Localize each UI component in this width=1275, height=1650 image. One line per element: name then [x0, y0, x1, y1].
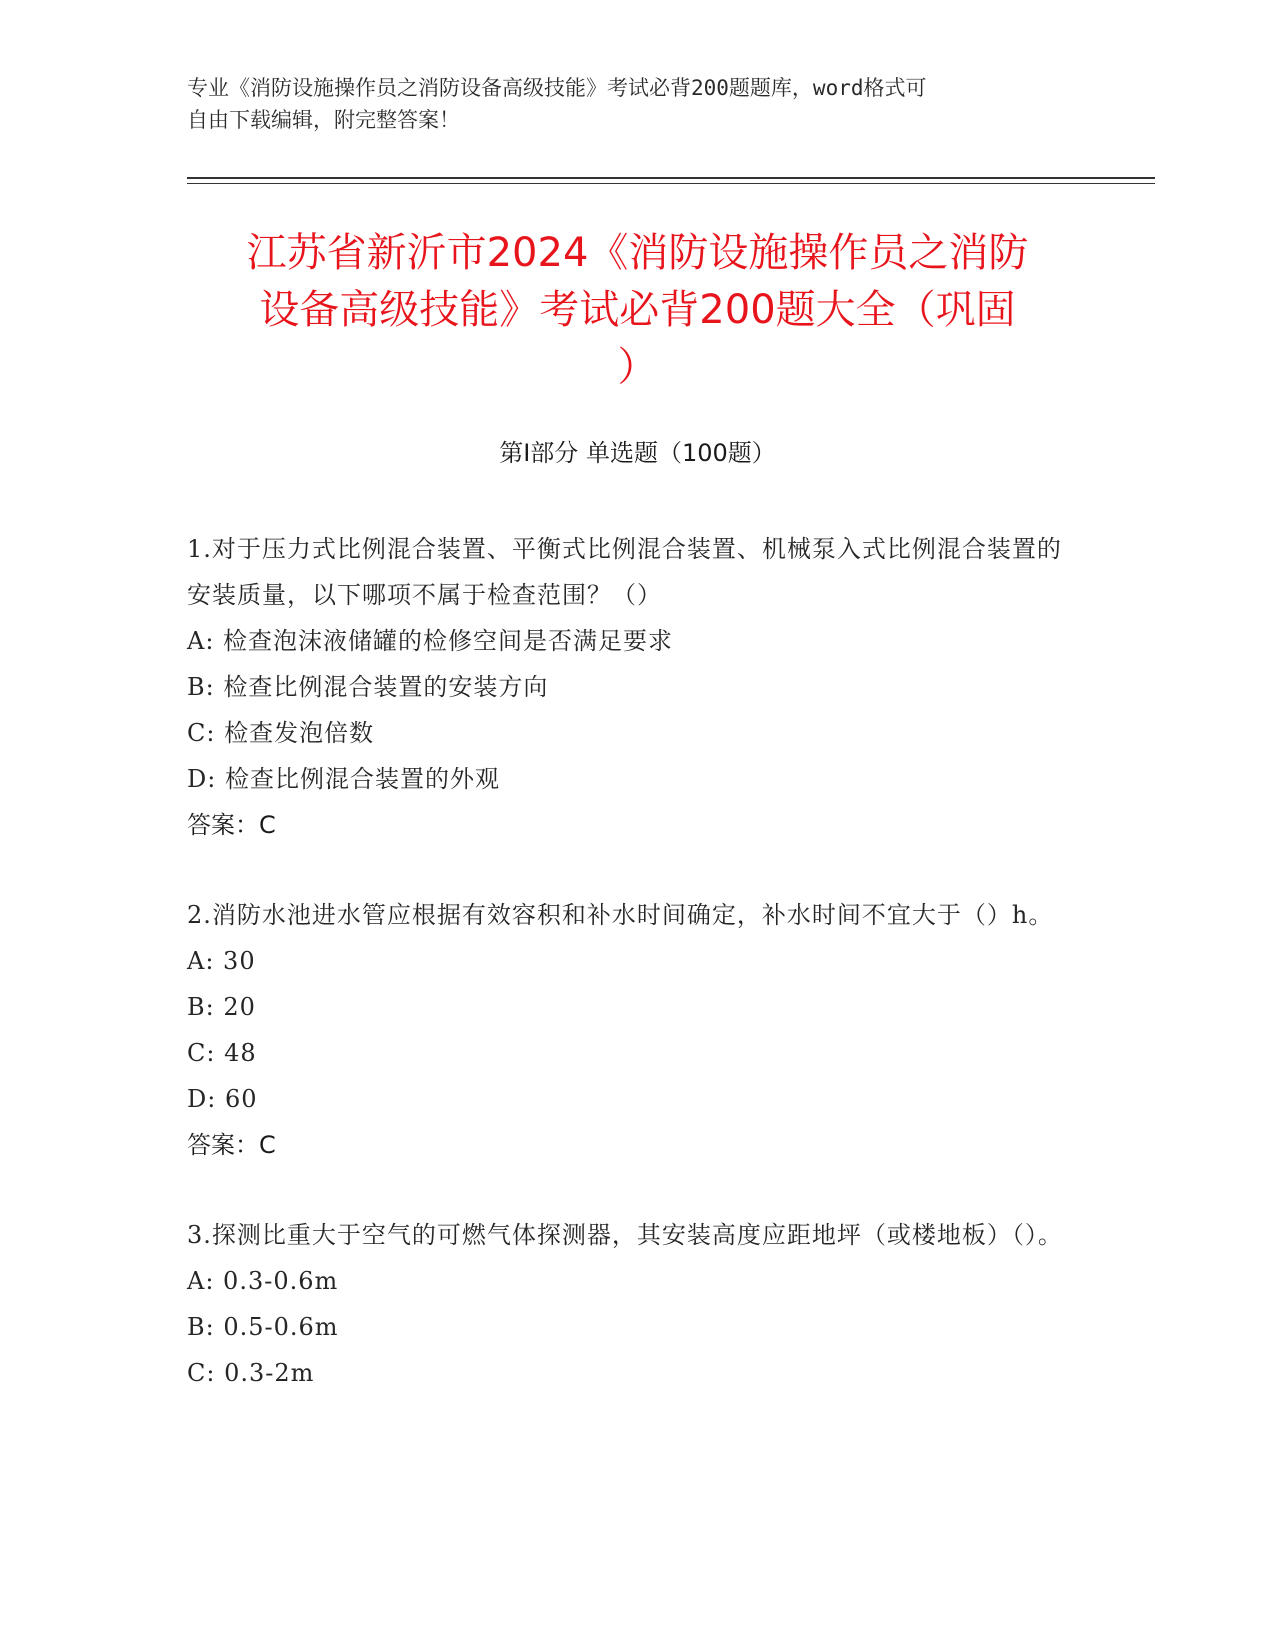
option-b: B: 0.5-0.6m — [187, 1313, 339, 1341]
option-c: C: 0.3-2m — [187, 1359, 315, 1387]
header-note — [187, 72, 1067, 136]
option-a: A: 检查泡沫液储罐的检修空间是否满足要求 — [187, 627, 674, 655]
header-note-line-1: 专业《消防设施操作员之消防设备高级技能》考试必背200题题库，word格式可 — [187, 76, 927, 100]
question-stem: 2.消防水池进水管应根据有效容积和补水时间确定，补水时间不宜大于（）h。 — [187, 901, 1054, 929]
question-3 — [187, 1212, 1067, 1396]
header-divider-thick — [187, 177, 1155, 179]
answer-text: 答案：C — [187, 1131, 276, 1159]
question-stem: 3.探测比重大于空气的可燃气体探测器，其安装高度应距地坪（或楼地板）（）。 — [187, 1221, 1063, 1249]
option-d: D: 检查比例混合装置的外观 — [187, 765, 500, 793]
answer-text: 答案：C — [187, 811, 276, 839]
option-b: B: 检查比例混合装置的安装方向 — [187, 673, 549, 701]
option-a: A: 0.3-0.6m — [187, 1267, 339, 1295]
option-c: C: 48 — [187, 1039, 257, 1067]
option-b: B: 20 — [187, 993, 256, 1021]
header-divider-thin — [187, 183, 1155, 184]
document-title — [180, 225, 1095, 396]
section-heading: 第Ⅰ部分 单选题（100题） — [499, 439, 776, 467]
document-title-line-2: 设备高级技能》考试必背200题大全（巩固 — [259, 287, 1016, 333]
option-a: A: 30 — [187, 947, 256, 975]
option-d: D: 60 — [187, 1085, 258, 1113]
header-note-line-2: 自由下载编辑，附完整答案！ — [187, 108, 460, 132]
question-stem: 1.对于压力式比例混合装置、平衡式比例混合装置、机械泵入式比例混合装置的安装质量，以下哪项不属于检查范围？（） — [187, 535, 1062, 609]
question-list — [187, 526, 1067, 1440]
document-title-line-1: 江苏省新沂市2024《消防设施操作员之消防 — [246, 230, 1029, 276]
question-1 — [187, 526, 1067, 848]
question-2 — [187, 892, 1067, 1168]
document-title-line-3: ） — [617, 344, 658, 390]
option-c: C: 检查发泡倍数 — [187, 719, 375, 747]
